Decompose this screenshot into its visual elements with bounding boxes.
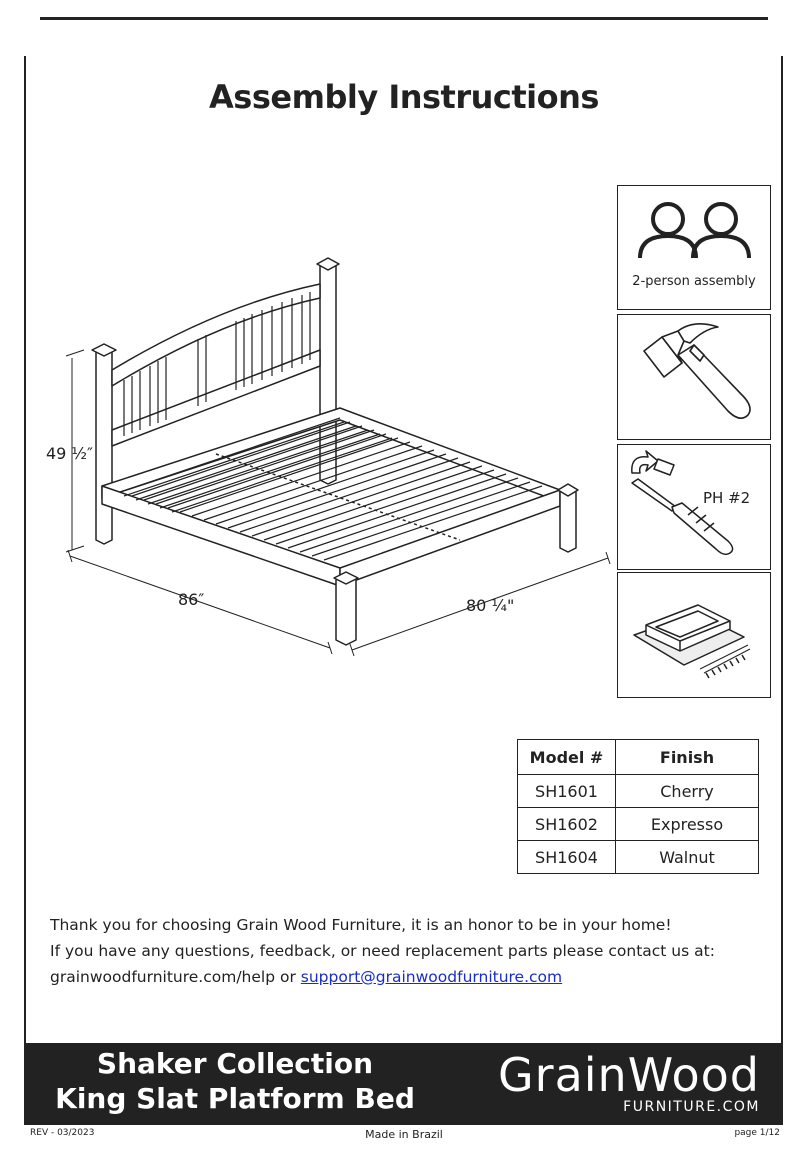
hammer-box xyxy=(617,314,771,440)
contact-text xyxy=(50,912,715,990)
two-person-box xyxy=(617,185,771,310)
screwdriver-icon xyxy=(618,445,770,569)
table-row xyxy=(518,775,759,808)
brand-logo: GrainWood xyxy=(498,1048,760,1102)
model-cell: SH1601 xyxy=(518,775,616,808)
table-header-model: Model # xyxy=(518,740,616,775)
screwdriver-box xyxy=(617,444,771,570)
table-row xyxy=(518,841,759,874)
model-cell: SH1602 xyxy=(518,808,616,841)
finish-cell: Expresso xyxy=(616,808,759,841)
screwdriver-label: PH #2 xyxy=(703,489,751,507)
table-header-finish: Finish xyxy=(616,740,759,775)
frame-left-border xyxy=(24,56,26,1046)
contact-line xyxy=(50,964,715,990)
protective-mat-box xyxy=(617,572,771,698)
finish-cell: Cherry xyxy=(616,775,759,808)
frame-right-border xyxy=(781,56,783,1046)
revision-label: REV - 03/2023 xyxy=(30,1128,95,1138)
finish-cell: Walnut xyxy=(616,841,759,874)
top-rule xyxy=(40,17,768,20)
table-header-row xyxy=(518,740,759,775)
two-person-icon xyxy=(618,186,770,266)
brand-subtitle: FURNITURE.COM xyxy=(623,1099,760,1115)
product-name: King Slat Platform Bed xyxy=(55,1082,415,1115)
hammer-icon xyxy=(618,315,770,439)
dimension-length: 86″ xyxy=(178,590,205,609)
support-email-link[interactable]: support@grainwoodfurniture.com xyxy=(300,968,563,986)
collection-title xyxy=(30,1043,440,1116)
model-cell: SH1604 xyxy=(518,841,616,874)
collection-name: Shaker Collection xyxy=(96,1047,374,1080)
questions-line: If you have any questions, feedback, or need replacement parts please contact us at: xyxy=(50,942,715,960)
models-table xyxy=(517,739,759,874)
page-number: page 1/12 xyxy=(734,1128,780,1138)
protective-mat-icon xyxy=(618,573,770,697)
help-url-text: grainwoodfurniture.com/help or xyxy=(50,968,301,986)
table-row xyxy=(518,808,759,841)
dimension-width: 80 ¼" xyxy=(466,596,515,615)
dimension-height: 49 ½″ xyxy=(46,444,93,463)
two-person-label: 2-person assembly xyxy=(632,274,756,289)
page-title: Assembly Instructions xyxy=(209,78,599,116)
bed-illustration xyxy=(40,240,620,660)
thanks-line: Thank you for choosing Grain Wood Furniture, it is an honor to be in your home! xyxy=(50,916,672,934)
made-in-label: Made in Brazil xyxy=(365,1128,443,1141)
